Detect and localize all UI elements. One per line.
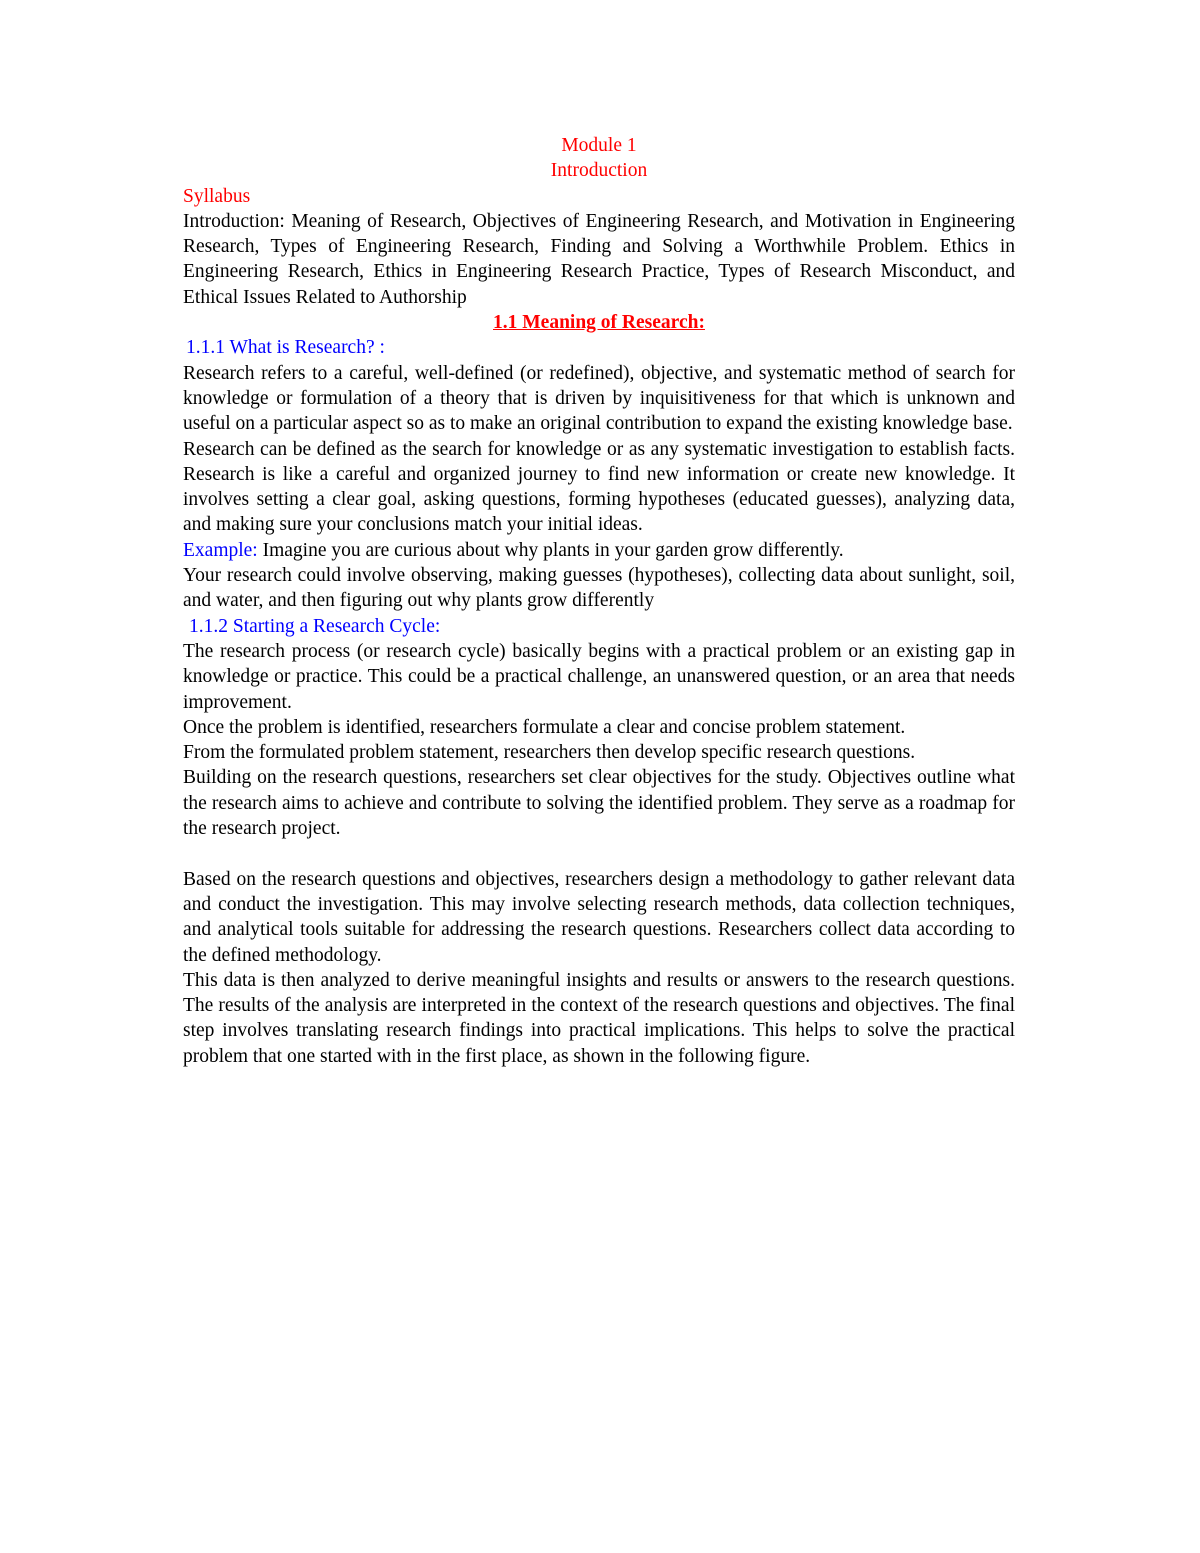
paragraph-cycle-begins: The research process (or research cycle) basically begins with a practical problem or an existing gap in knowledge or practice. This could be a practical challenge, an unanswered question, or an area that needs improvement.: [183, 640, 1015, 713]
document-page: [183, 133, 1015, 1069]
paragraph-problem-statement: Once the problem is identified, researchers formulate a clear and concise problem statement.: [183, 716, 906, 738]
example-label: Example:: [183, 539, 258, 561]
paragraph-research-search: Research can be defined as the search for knowledge or as any systematic investigation to establish facts. Research is like a careful and organized journey to find new information or create new knowledge. It involves setting a clear goal, asking questions, forming hypotheses (educated guesses), analyzing data, and making sure your conclusions match your initial ideas.: [183, 438, 1015, 536]
subsection-heading-research-cycle: 1.1.2 Starting a Research Cycle:: [189, 615, 441, 637]
paragraph-methodology: Based on the research questions and objectives, researchers design a methodology to gather relevant data and conduct the investigation. This may involve selecting research methods, data collection techniques, and analytical tools suitable for addressing the research questions. Researchers collect data according to the defined methodology.: [183, 868, 1015, 966]
paragraph-analysis: This data is then analyzed to derive meaningful insights and results or answers to the research questions. The results of the analysis are interpreted in the context of the research questions and objectives. The final step involves translating research findings into practical implications. This helps to solve the practical problem that one started with in the first place, as shown in the following figure.: [183, 969, 1015, 1067]
paragraph-objectives: Building on the research questions, researchers set clear objectives for the study. Objectives outline what the research aims to achieve and contribute to solving the identified problem. They serve as a roadmap for the research project.: [183, 767, 1015, 840]
paragraph-research-questions: From the formulated problem statement, researchers then develop specific research questions.: [183, 742, 916, 764]
paragraph-example-detail: Your research could involve observing, making guesses (hypotheses), collecting data about sunlight, soil, and water, and then figuring out why plants grow differently: [183, 565, 1015, 612]
example-line: [183, 538, 1015, 563]
subsection-heading-what-is-research: 1.1.1 What is Research? :: [186, 337, 385, 359]
paragraph-research-definition: Research refers to a careful, well-defined (or redefined), objective, and systematic method of search for knowledge or formulation of a theory that is driven by inquisitiveness for that which is unknown and useful on a particular aspect so as to make an original contribution to expand the existing knowledge base.: [183, 362, 1015, 435]
syllabus-text: Introduction: Meaning of Research, Objectives of Engineering Research, and Motivation in Engineering Research, Types of Engineering Research, Finding and Solving a Worthwhile Problem. Ethics in Engineering Research, Ethics in Engineering Research Practice, Types of Research Misconduct, and Ethical Issues Related to Authorship: [183, 210, 1015, 308]
section-title-meaning-of-research: 1.1 Meaning of Research:: [493, 312, 705, 334]
example-text: Imagine you are curious about why plants in your garden grow differently.: [257, 539, 844, 561]
blank-line: [183, 841, 1015, 866]
page-title: Introduction: [550, 160, 648, 182]
syllabus-heading: Syllabus: [183, 185, 251, 207]
module-label: Module 1: [561, 135, 637, 156]
